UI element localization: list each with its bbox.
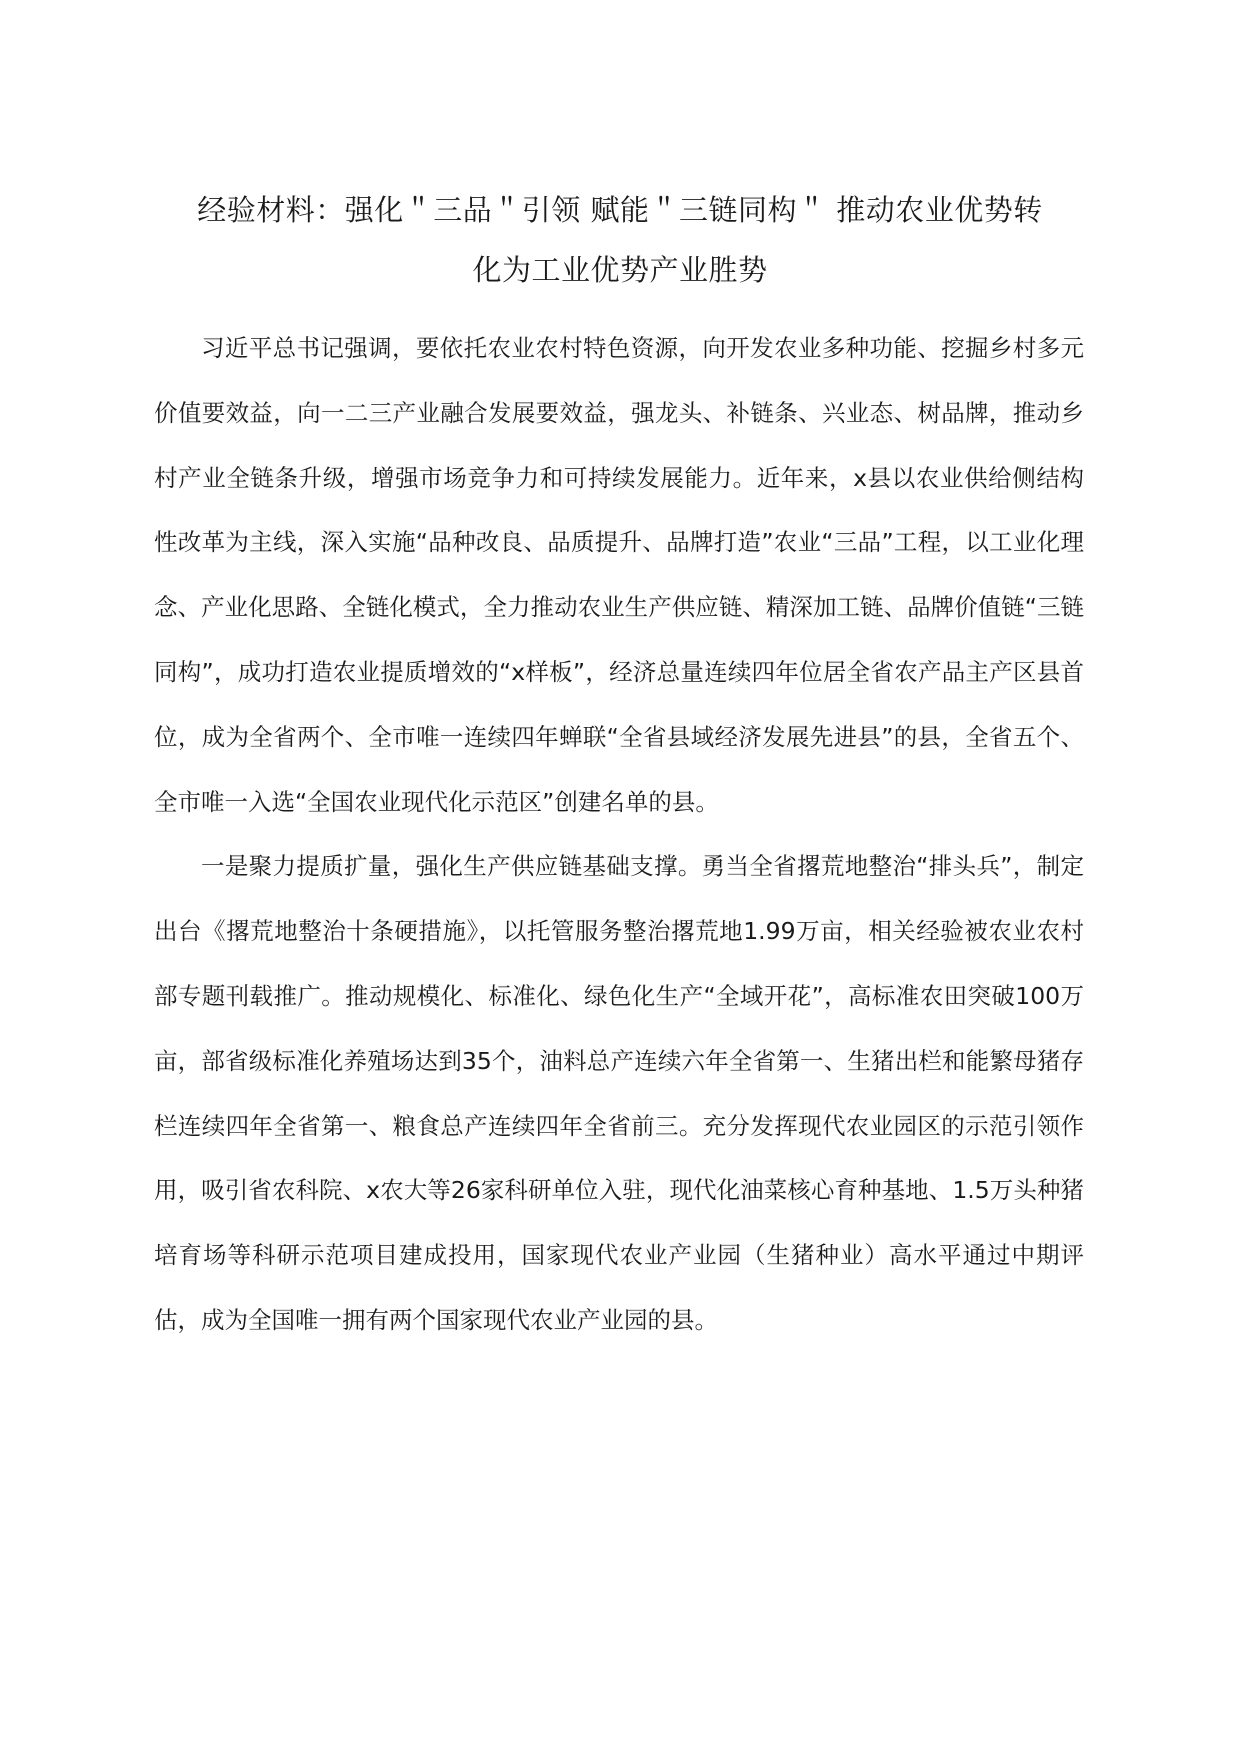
title-line-2: 化为工业优势产业胜势 (472, 253, 768, 287)
document-title (150, 180, 1090, 300)
document-body (154, 316, 1084, 1353)
title-line-1: 经验材料：强化＂三品＂引领 赋能＂三链同构＂ 推动农业优势转 (197, 193, 1043, 227)
paragraph-intro: 习近平总书记强调，要依托农业农村特色资源，向开发农业多种功能、挖掘乡村多元价值要效益，向一二三产业融合发展要效益，强龙头、补链条、兴业态、树品牌，推动乡村产业全链条升级，增强市场竞争力和可持续发展能力。近年来，x县以农业供给侧结构性改革为主线，深入实施“品种改良、品质提升、品牌打造”农业“三品”工程，以工业化理念、产业化思路、全链化模式，全力推动农业生产供应链、精深加工链、品牌价值链“三链同构”，成功打造农业提质增效的“x样板”，经济总量连续四年位居全省农产品主产区县首位，成为全省两个、全市唯一连续四年蝉联“全省县域经济发展先进县”的县，全省五个、全市唯一入选“全国农业现代化示范区”创建名单的县。 (154, 334, 1084, 816)
paragraph-supply-chain: 一是聚力提质扩量，强化生产供应链基础支撑。勇当全省撂荒地整治“排头兵”，制定出台《撂荒地整治十条硬措施》，以托管服务整治撂荒地1.99万亩，相关经验被农业农村部专题刊载推广。推动规模化、标准化、绿色化生产“全域开花”，高标准农田突破100万亩，部省级标准化养殖场达到35个，油料总产连续六年全省第一、生猪出栏和能繁母猪存栏连续四年全省第一、粮食总产连续四年全省前三。充分发挥现代农业园区的示范引领作用，吸引省农科院、x农大等26家科研单位入驻，现代化油菜核心育种基地、1.5万头种猪培育场等科研示范项目建成投用，国家现代农业产业园（生猪种业）高水平通过中期评估，成为全国唯一拥有两个国家现代农业产业园的县。 (154, 852, 1084, 1334)
